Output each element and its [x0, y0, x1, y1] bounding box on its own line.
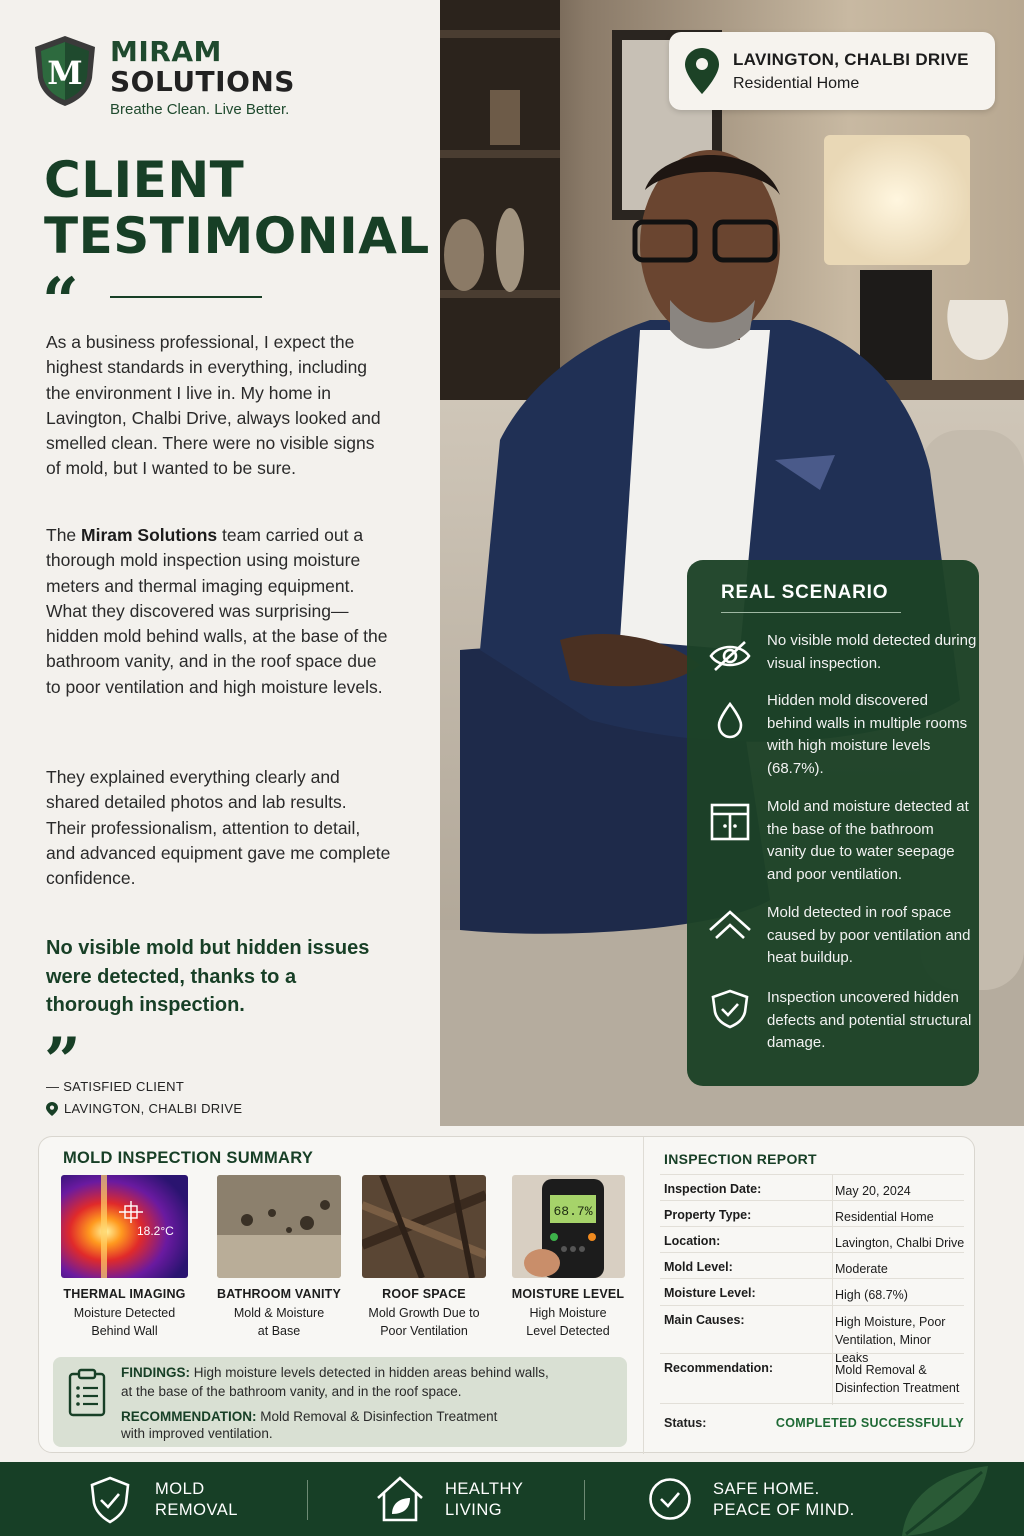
recommendation-text: RECOMMENDATION: Mold Removal & Disinfection Treatment — [121, 1409, 498, 1424]
footer-divider — [584, 1480, 585, 1520]
footer-bar — [0, 1462, 1024, 1536]
footer-item-safe-home: SAFE HOME. PEACE OF MIND. — [648, 1462, 908, 1536]
real-scenario-panel: REAL SCENARIO No visible mold detected during visual inspection. Hidden mold discovered behind walls in multiple rooms with high moisture levels (68.7%). Mold and moisture detected at the base of the bathroom vanity due to water seepage and poor ventilation. Mold detected in roof space caused by poor ventilation and heat buildup. Inspection uncovered hidden defects and potential structural damage. — [687, 560, 979, 1086]
testimonial-paragraph-2: The Miram Solutions team carried out a thorough mold inspection using moisture meters and thermal imaging equipment. What they discovered was surprising—hidden mold behind walls, at the base of the bathroom vanity, and in the roof space due to poor ventilation and high moisture levels. — [46, 525, 388, 697]
testimonial-paragraph-3: They explained everything clearly and shared detailed photos and lab results. Their professionalism, attention to detail, and advanced equipment gave me complete confidence. — [46, 767, 391, 889]
thermal-image-thumbnail — [61, 1175, 188, 1278]
location-title: LAVINGTON, CHALBI DRIVE — [733, 50, 969, 69]
testimonial-highlight: No visible mold but hidden issues were detected, thanks to a thorough inspection. — [46, 937, 370, 1016]
map-pin-icon — [46, 1102, 58, 1116]
signature-location: LAVINGTON, CHALBI DRIVE — [46, 1101, 242, 1116]
page-title: CLIENT TESTIMONIAL — [44, 151, 430, 265]
report-row: Main Causes: High Moisture, Poor Ventilation, Minor Leaks — [660, 1305, 964, 1353]
roof-space-thumbnail — [362, 1175, 486, 1278]
findings-text: FINDINGS: High moisture levels detected in hidden areas behind walls, — [121, 1365, 549, 1380]
leaf-decoration-icon — [892, 1464, 992, 1536]
footer-item-healthy-living: HEALTHY LIVING — [374, 1462, 574, 1536]
report-title: INSPECTION REPORT — [664, 1151, 817, 1167]
report-row: Recommendation: Mold Removal & Disinfection Treatment — [660, 1353, 964, 1404]
testimonial-panel — [0, 0, 440, 1126]
map-pin-icon — [685, 48, 719, 94]
recommendation-text-cont: with improved ventilation. — [121, 1426, 273, 1441]
svg-text:18.2°C: 18.2°C — [137, 1224, 174, 1238]
footer-item-mold-removal: MOLD REMOVAL — [88, 1462, 288, 1536]
eye-off-icon — [707, 636, 753, 676]
location-card — [669, 32, 995, 110]
house-leaf-icon — [374, 1474, 426, 1524]
status-badge: COMPLETED SUCCESSFULLY — [775, 1416, 964, 1430]
moisture-meter-thumbnail — [512, 1175, 625, 1278]
location-subtitle: Residential Home — [733, 75, 860, 92]
footer-divider — [307, 1480, 308, 1520]
report-row: Inspection Date: May 20, 2024 — [660, 1174, 964, 1200]
thumbnail-caption: THERMAL IMAGING Moisture Detected Behind Wall — [63, 1287, 186, 1338]
report-row: Property Type: Residential Home — [660, 1200, 964, 1226]
thumbnail-caption: MOISTURE LEVEL High Moisture Level Detected — [511, 1287, 625, 1338]
cabinet-icon — [707, 802, 753, 842]
report-row: Location: Lavington, Chalbi Drive — [660, 1226, 964, 1252]
roof-icon — [707, 906, 753, 946]
close-quote-icon: ” — [44, 1024, 81, 1099]
clipboard-list-icon — [67, 1367, 107, 1417]
check-circle-icon — [648, 1477, 692, 1521]
status-label: Status: — [664, 1416, 707, 1430]
inspection-summary-card — [38, 1136, 975, 1453]
open-quote-icon: “ — [42, 264, 79, 339]
brand-name-line1: MIRAM — [110, 35, 222, 68]
bathroom-vanity-thumbnail — [217, 1175, 341, 1278]
inspection-report — [643, 1137, 976, 1454]
shield-check-icon — [88, 1476, 132, 1524]
droplet-icon — [707, 700, 753, 740]
shield-check-icon — [707, 989, 753, 1029]
svg-text:68.7%: 68.7% — [553, 1204, 593, 1219]
findings-box — [53, 1357, 627, 1447]
shield-logo-icon — [32, 34, 98, 108]
thumbnail-caption: BATHROOM VANITY Mold & Moisture at Base — [216, 1287, 342, 1338]
report-row: Moisture Level: High (68.7%) — [660, 1278, 964, 1305]
testimonial-paragraph-1: As a business professional, I expect the highest standards in everything, including the environment I live in. My home in Lavington, Chalbi Drive, always looked and smelled clean. There were no visible signs of mold, but I wanted to be sure. — [46, 332, 381, 479]
brand-tagline: Breathe Clean. Live Better. — [110, 101, 290, 118]
report-row: Mold Level: Moderate — [660, 1252, 964, 1278]
thumbnail-caption: ROOF SPACE Mold Growth Due to Poor Ventilation — [368, 1287, 480, 1338]
findings-text-cont: at the base of the bathroom vanity, and in the roof space. — [121, 1384, 462, 1399]
summary-title: MOLD INSPECTION SUMMARY — [63, 1149, 314, 1167]
scenario-title: REAL SCENARIO — [721, 582, 889, 603]
signature: — SATISFIED CLIENT — [46, 1079, 185, 1094]
svg-text:M: M — [47, 54, 83, 92]
quote-divider — [110, 296, 262, 298]
scenario-divider — [721, 612, 901, 613]
brand-name-line2: SOLUTIONS — [110, 65, 295, 98]
